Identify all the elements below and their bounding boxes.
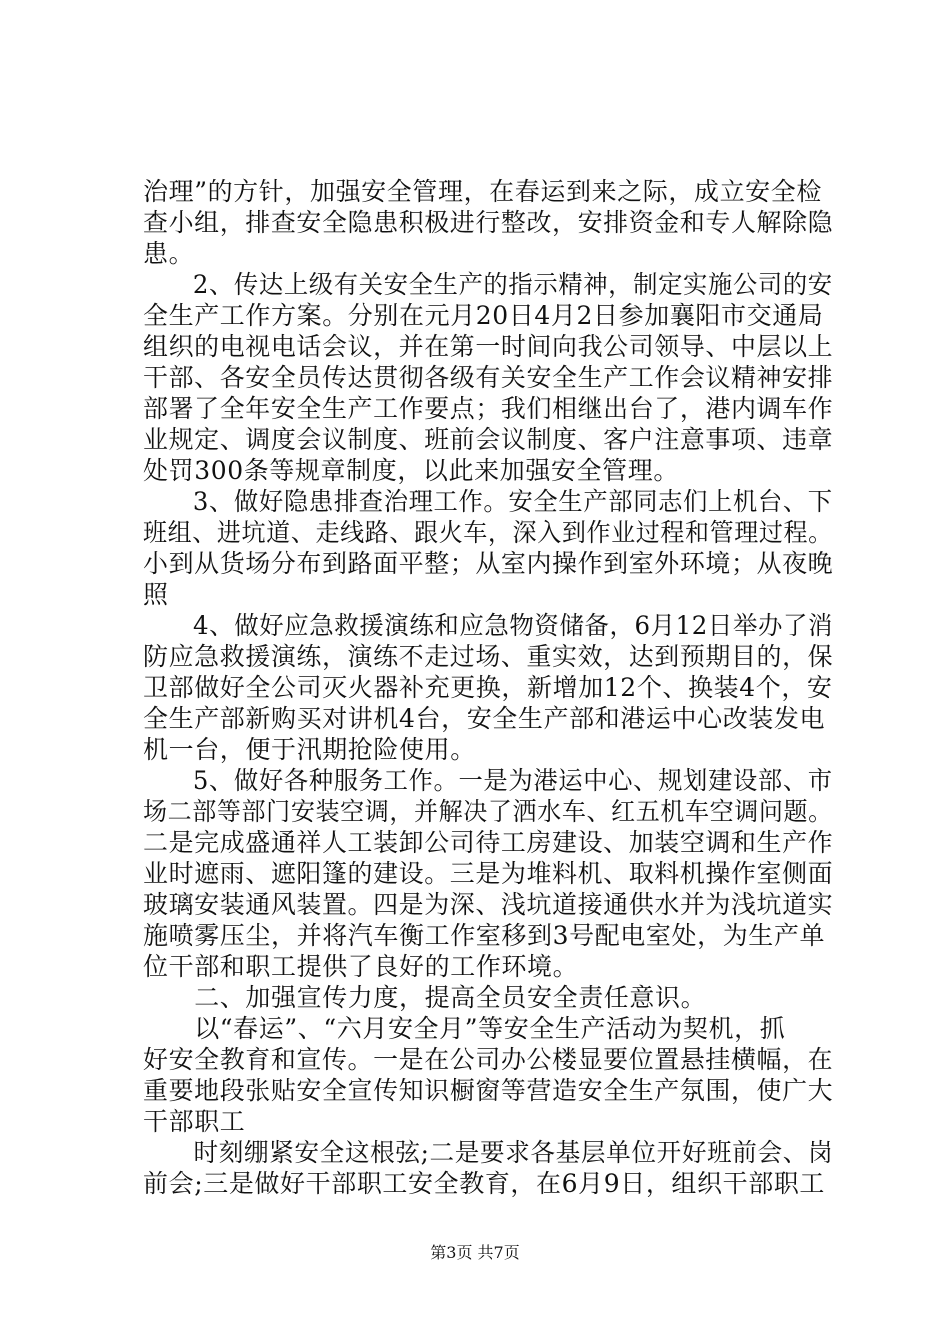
text-line: 机一台，便于汛期抢险使用。 — [143, 735, 476, 764]
text-line: 全生产部新购买对讲机4台，安全生产部和港运中心改装发电 — [143, 704, 826, 733]
text-line: 3、做好隐患排查治理工作。安全生产部同志们上机台、下 — [143, 487, 833, 516]
text-line: 好安全教育和宣传。一是在公司办公楼显要位置悬挂横幅，在 — [143, 1045, 834, 1074]
text-line: 二是完成盛通祥人工装卸公司待工房建设、加装空调和生产作 — [143, 828, 834, 857]
text-line: 干部、各安全员传达贯彻各级有关安全生产工作会议精神安排 — [143, 363, 834, 392]
text-line: 全生产工作方案。分别在元月20日4月2日参加襄阳市交通局 — [143, 301, 824, 330]
text-line: 干部职工 — [143, 1107, 246, 1136]
document-body — [143, 176, 833, 1199]
text-line: 施喷雾压尘，并将汽车衡工作室移到3号配电室处，为生产单 — [143, 921, 826, 950]
text-line: 查小组，排查安全隐患积极进行整改，安排资金和专人解除隐 — [143, 208, 834, 237]
text-line: 班组、进坑道、走线路、跟火车，深入到作业过程和管理过程。 — [143, 518, 833, 547]
text-line: 业规定、调度会议制度、班前会议制度、客户注意事项、违章 — [143, 425, 834, 454]
text-line: 卫部做好全公司灭火器补充更换，新增加12个、换装4个，安 — [143, 673, 833, 702]
text-line: 位干部和职工提供了良好的工作环境。 — [143, 952, 579, 981]
page-footer: 第3页 共7页 — [430, 1243, 520, 1262]
text-line: 业时遮雨、遮阳篷的建设。三是为堆料机、取料机操作室侧面 — [143, 859, 834, 888]
text-line: 5、做好各种服务工作。一是为港运中心、规划建设部、市 — [143, 766, 833, 795]
text-line: 处罚300条等规章制度，以此来加强安全管理。 — [143, 456, 679, 485]
text-line: 2、传达上级有关安全生产的指示精神，制定实施公司的安 — [143, 270, 833, 299]
text-line: 玻璃安装通风装置。四是为深、浅坑道接通供水并为浅坑道实 — [143, 890, 834, 919]
text-line: 小到从货场分布到路面平整；从室内操作到室外环境；从夜晚 — [143, 549, 834, 578]
text-line: 组织的电视电话会议，并在第一时间向我公司领导、中层以上 — [143, 332, 834, 361]
text-line: 场二部等部门安装空调，并解决了洒水车、红五机车空调问题。 — [143, 797, 833, 826]
text-line: 防应急救援演练，演练不走过场、重实效，达到预期目的，保 — [143, 642, 834, 671]
text-line: 前会;三是做好干部职工安全教育，在6月9日，组织干部职工 — [143, 1169, 826, 1198]
text-line: 部署了全年安全生产工作要点；我们相继出台了，港内调车作 — [143, 394, 834, 423]
text-line: 以“春运”、“六月安全月”等安全生产活动为契机，抓 — [143, 1014, 786, 1043]
text-line: 时刻绷紧安全这根弦;二是要求各基层单位开好班前会、岗 — [143, 1138, 834, 1167]
text-line: 照 — [143, 580, 169, 609]
text-line: 治理”的方针，加强安全管理，在春运到来之际，成立安全检 — [143, 177, 822, 206]
text-line: 患。 — [143, 239, 195, 268]
text-line: 二、加强宣传力度，提高全员安全责任意识。 — [143, 983, 707, 1012]
text-line: 4、做好应急救援演练和应急物资储备，6月12日举办了消 — [143, 611, 834, 640]
text-line: 重要地段张贴安全宣传知识橱窗等营造安全生产氛围，使广大 — [143, 1076, 834, 1105]
